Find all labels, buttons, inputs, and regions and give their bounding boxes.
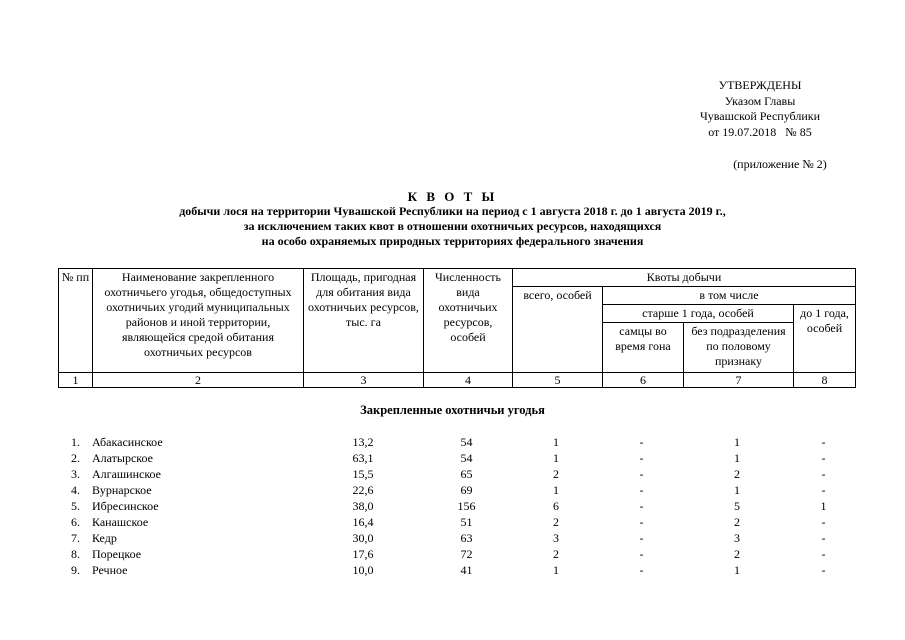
header-num: № пп <box>59 269 93 373</box>
row-area: 22,6 <box>352 483 374 497</box>
quota-table-header <box>58 268 856 388</box>
approved-line-2: Указом Главы <box>724 93 796 108</box>
section-title: Закрепленные охотничьи угодья <box>360 403 545 417</box>
row-nosex: 2 <box>734 467 740 481</box>
row-total: 3 <box>553 531 559 545</box>
row-name: Кедр <box>92 531 117 545</box>
row-nosex: 1 <box>734 451 740 465</box>
row-males: - <box>639 483 644 497</box>
row-nosex: 5 <box>734 499 740 513</box>
header-quotas: Квоты добычи <box>513 269 856 287</box>
row-number: 3. <box>71 467 80 481</box>
approved-line-4: от 19.07.2018 № 85 <box>708 124 812 139</box>
header-number: 1 <box>59 373 93 388</box>
row-total: 2 <box>553 515 559 529</box>
row-area: 63,1 <box>352 451 374 465</box>
row-area: 30,0 <box>352 531 374 545</box>
row-young: 1 <box>820 499 827 513</box>
header-area: Площадь, пригодная для обитания вида охотничьих ресурсов, тыс. га <box>304 269 424 373</box>
row-total: 1 <box>553 451 559 465</box>
appendix-note: (приложение № 2) <box>733 157 827 171</box>
row-young: - <box>821 451 826 465</box>
row-young: - <box>821 531 826 545</box>
row-males: - <box>639 515 644 529</box>
document-title: К В О Т Ы <box>407 189 498 204</box>
header-number: 6 <box>603 373 684 388</box>
row-name: Канашское <box>92 515 149 529</box>
row-count: 69 <box>460 483 473 497</box>
row-area: 10,0 <box>352 563 374 577</box>
table-row <box>58 466 855 482</box>
header-number: 2 <box>93 373 304 388</box>
row-males: - <box>639 467 644 481</box>
quota-table-body <box>58 434 855 578</box>
row-males: - <box>639 499 644 513</box>
header-count: Численность вида охотничьих ресурсов, особей <box>424 269 513 373</box>
row-young: - <box>821 467 826 481</box>
row-young: - <box>821 547 826 561</box>
row-count: 54 <box>460 435 473 449</box>
approval-block <box>640 78 880 140</box>
row-count: 65 <box>460 467 473 481</box>
header-name: Наименование закрепленного охотничьего угодья, общедоступных охотничьих угодий муниципальных районов и иной территории, являющейся средой обитания охотничьих ресурсов <box>93 269 304 373</box>
header-including: в том числе <box>603 287 856 305</box>
heading-line-3: за исключением таких квот в отношении охотничьих ресурсов, находящихся <box>243 219 662 233</box>
header-no-sex-division: без подразделения по половому признаку <box>684 323 794 373</box>
row-area: 13,2 <box>352 435 374 449</box>
document-heading <box>0 189 905 249</box>
row-count: 54 <box>460 451 473 465</box>
row-young: - <box>821 515 826 529</box>
table-row <box>58 562 855 578</box>
row-count: 72 <box>460 547 473 561</box>
row-total: 1 <box>553 483 559 497</box>
table-row <box>58 546 855 562</box>
row-number: 5. <box>71 499 80 513</box>
row-area: 15,5 <box>352 467 374 481</box>
header-over-1-year: старше 1 года, особей <box>603 305 794 323</box>
heading-line-4: на особо охраняемых природных территориях федерального значения <box>261 234 644 248</box>
row-total: 2 <box>553 467 559 481</box>
row-total: 1 <box>553 563 559 577</box>
row-count: 51 <box>460 515 473 529</box>
approved-line-3: Чувашской Республики <box>699 109 821 123</box>
row-males: - <box>639 563 644 577</box>
table-row <box>58 514 855 530</box>
table-row <box>58 498 855 514</box>
row-nosex: 1 <box>734 435 740 449</box>
row-count: 41 <box>460 563 473 577</box>
header-number: 8 <box>794 373 856 388</box>
header-number: 5 <box>513 373 603 388</box>
row-nosex: 3 <box>734 531 740 545</box>
row-nosex: 1 <box>734 563 740 577</box>
row-area: 16,4 <box>352 515 374 529</box>
header-males-rut: самцы во время гона <box>603 323 684 373</box>
row-name: Абакасинское <box>92 435 163 449</box>
table-row <box>58 434 855 450</box>
row-nosex: 1 <box>734 483 740 497</box>
header-number: 3 <box>304 373 424 388</box>
row-nosex: 2 <box>734 515 740 529</box>
table-row <box>58 530 855 546</box>
header-under-1-year: до 1 года, особей <box>794 305 856 373</box>
row-number: 2. <box>71 451 80 465</box>
row-count: 63 <box>460 531 473 545</box>
table-row <box>58 450 855 466</box>
row-number: 9. <box>71 563 80 577</box>
row-total: 1 <box>553 435 559 449</box>
row-name: Порецкое <box>92 547 142 561</box>
row-number: 1. <box>71 435 80 449</box>
row-males: - <box>639 435 644 449</box>
row-name: Ибресинское <box>92 499 159 513</box>
row-number: 4. <box>71 483 80 497</box>
row-name: Алатырское <box>92 451 153 465</box>
row-nosex: 2 <box>734 547 740 561</box>
row-name: Вурнарское <box>92 483 152 497</box>
row-young: - <box>821 435 826 449</box>
row-males: - <box>639 547 644 561</box>
row-number: 6. <box>71 515 80 529</box>
row-males: - <box>639 451 644 465</box>
row-young: - <box>821 483 826 497</box>
row-young: - <box>821 563 826 577</box>
header-total: всего, особей <box>513 287 603 373</box>
row-number: 8. <box>71 547 80 561</box>
table-row <box>58 482 855 498</box>
row-count: 156 <box>457 499 476 513</box>
row-males: - <box>639 531 644 545</box>
row-total: 6 <box>553 499 559 513</box>
row-area: 38,0 <box>352 499 374 513</box>
row-area: 17,6 <box>352 547 374 561</box>
header-number: 4 <box>424 373 513 388</box>
header-number: 7 <box>684 373 794 388</box>
row-number: 7. <box>71 531 80 545</box>
row-name: Речное <box>92 563 128 577</box>
row-name: Алгашинское <box>92 467 162 481</box>
heading-line-2: добычи лося на территории Чувашской Республики на период с 1 августа 2018 г. до 1 августа 2019 г., <box>179 204 726 218</box>
row-total: 2 <box>553 547 559 561</box>
approved-line-1: УТВЕРЖДЕНЫ <box>718 78 802 92</box>
